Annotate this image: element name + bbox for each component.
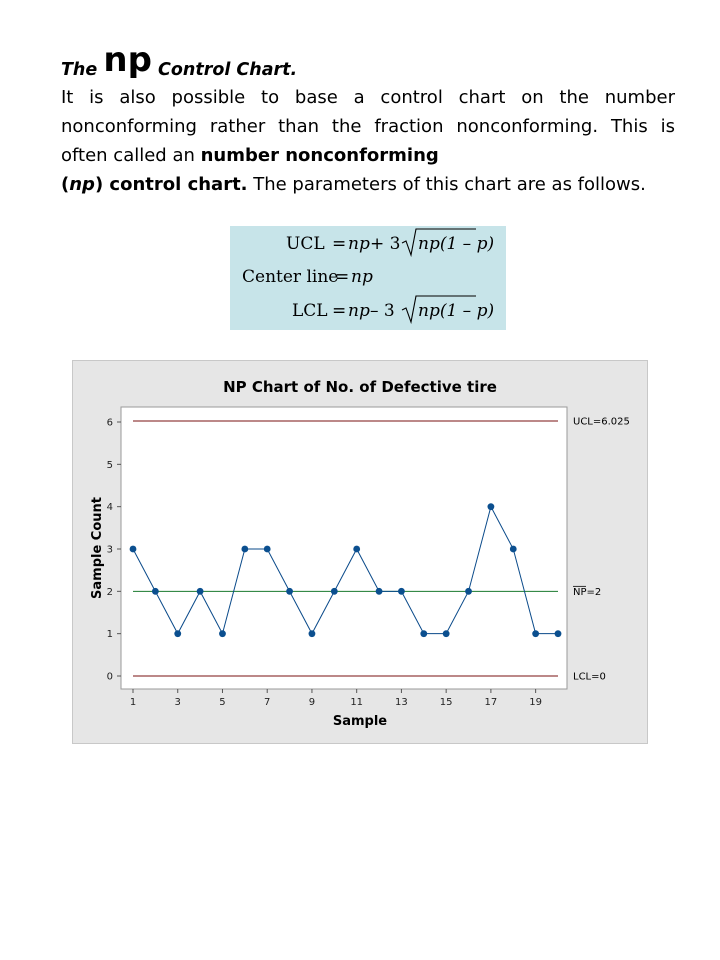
- y-tick-label: 3: [106, 544, 113, 556]
- data-point: [487, 503, 494, 510]
- formula-center-eq: =: [335, 267, 350, 287]
- y-axis: [107, 418, 121, 683]
- data-point: [264, 546, 271, 553]
- formula-ucl-label: UCL: [286, 234, 325, 254]
- center-label-value: =2: [586, 586, 602, 598]
- paragraph-line-3-text: often called an: [61, 145, 201, 166]
- heading-prefix: The: [61, 60, 98, 80]
- formula-lcl-label: LCL: [292, 301, 328, 321]
- formula-lcl-minus3: – 3: [370, 301, 395, 321]
- formula-ucl-radicand: np(1 – p): [418, 234, 495, 254]
- lcl-label: LCL=0: [573, 671, 606, 683]
- data-point: [353, 546, 360, 553]
- x-tick-label: 15: [439, 697, 453, 708]
- center-label-np: NP: [573, 586, 587, 598]
- x-tick-label: 5: [219, 697, 226, 708]
- data-point: [465, 588, 472, 595]
- ucl-label: UCL=6.025: [573, 416, 630, 428]
- np-chart: [72, 360, 648, 744]
- data-point: [443, 630, 450, 637]
- paragraph-line-3: [61, 141, 675, 170]
- y-tick-label: 4: [106, 502, 113, 514]
- data-point: [420, 630, 427, 637]
- term-control-chart: ) control chart.: [94, 174, 248, 195]
- term-np: np: [69, 174, 95, 195]
- x-tick-label: 1: [129, 697, 137, 708]
- x-tick-label: 9: [308, 697, 316, 708]
- x-tick-label: 17: [484, 697, 498, 708]
- formula-ucl-eq: =: [332, 234, 347, 254]
- paragraph-line-4-text: The parameters of this chart are as follows.: [247, 174, 646, 195]
- formula-ucl-plus3: + 3: [370, 234, 401, 254]
- data-point: [510, 546, 517, 553]
- data-point: [174, 630, 181, 637]
- data-point: [532, 630, 539, 637]
- data-point: [152, 588, 159, 595]
- x-axis-label: Sample: [332, 714, 388, 729]
- formula-lcl-radicand: np(1 – p): [418, 301, 495, 321]
- x-tick-label: 13: [395, 697, 408, 708]
- x-axis: [130, 689, 542, 708]
- center-line-label: [573, 587, 601, 598]
- chart-title: NP Chart of No. of Defective tire: [223, 378, 497, 396]
- y-tick-label: 5: [106, 459, 113, 471]
- data-point: [130, 546, 137, 553]
- term-number-nonconforming: number nonconforming: [200, 145, 439, 166]
- control-line-labels: [573, 416, 630, 682]
- x-tick-label: 7: [264, 697, 271, 708]
- data-point: [376, 588, 383, 595]
- plot-area: [121, 407, 567, 689]
- data-point: [241, 546, 248, 553]
- formula-center-label: Center line: [242, 267, 339, 287]
- data-point: [555, 630, 562, 637]
- formula-center-np: np: [351, 267, 373, 287]
- heading-suffix: Control Chart.: [158, 60, 298, 80]
- paragraph-line-1: It is also possible to base a control chart on the number: [61, 87, 675, 108]
- data-point: [331, 588, 338, 595]
- formula-box: [230, 226, 506, 330]
- data-point: [398, 588, 405, 595]
- y-tick-label: 2: [106, 586, 113, 598]
- y-axis-label: Sample Count: [90, 497, 105, 599]
- paragraph-line-4: [61, 170, 675, 199]
- x-tick-label: 11: [350, 697, 364, 708]
- data-point: [219, 630, 226, 637]
- x-tick-label: 19: [529, 697, 542, 708]
- data-point: [309, 630, 316, 637]
- heading-np: np: [103, 40, 152, 80]
- formula-lcl-eq: =: [332, 301, 347, 321]
- paragraph-line-2: nonconforming rather than the fraction nonconforming. This is: [61, 116, 675, 137]
- y-tick-label: 1: [106, 629, 113, 641]
- y-tick-label: 0: [106, 671, 113, 683]
- x-tick-label: 3: [174, 697, 181, 708]
- intro-paragraph: [61, 83, 675, 199]
- y-tick-label: 6: [106, 417, 113, 429]
- formula-ucl-np: np: [348, 234, 370, 254]
- paren-open: (: [61, 174, 70, 195]
- formula-lcl-np: np: [348, 301, 370, 321]
- data-point: [286, 588, 293, 595]
- data-point: [197, 588, 204, 595]
